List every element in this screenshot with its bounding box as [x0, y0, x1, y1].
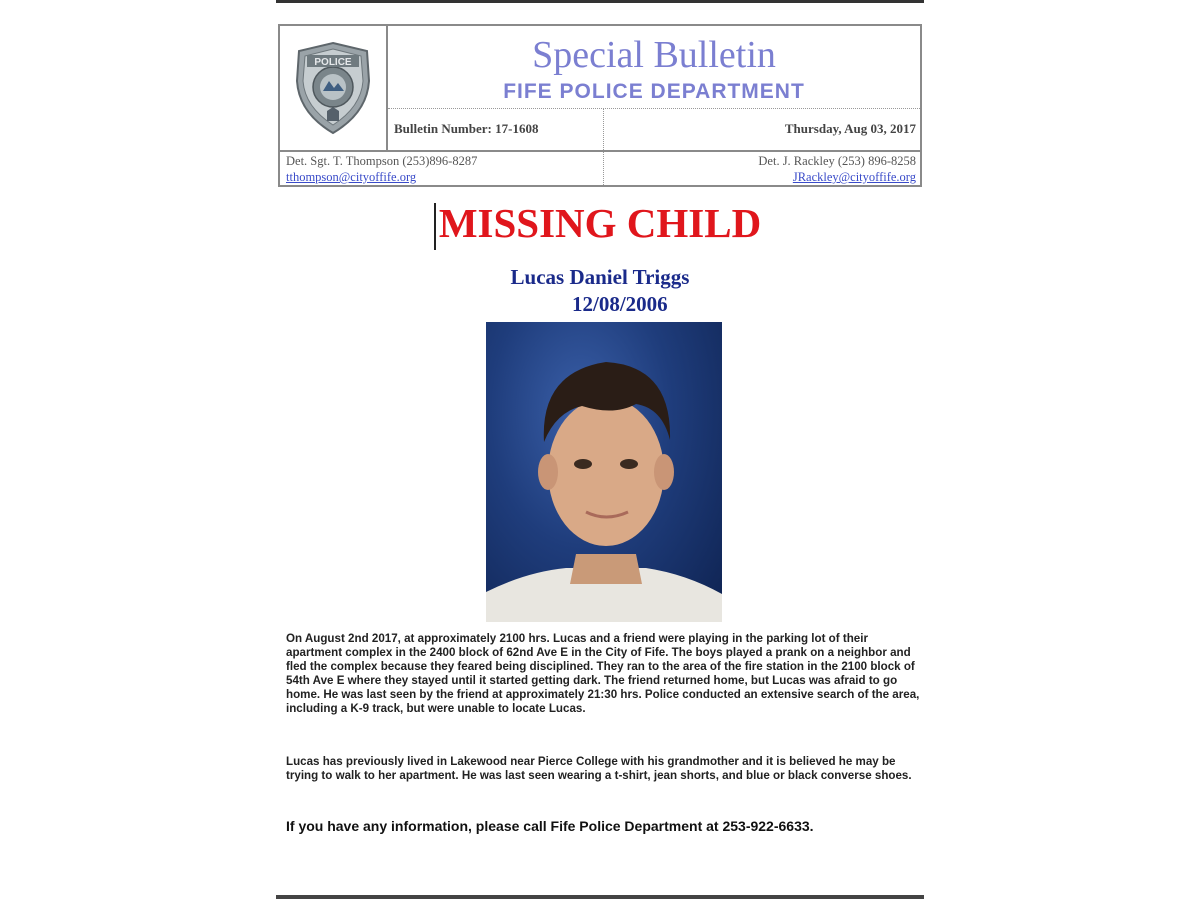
bulletin-number: Bulletin Number: 17-1608 [388, 108, 604, 150]
child-dob: 12/08/2006 [572, 292, 668, 316]
contact-thompson [280, 152, 604, 185]
badge-icon [293, 41, 373, 135]
contact-row [280, 150, 920, 185]
police-badge-logo [280, 26, 388, 150]
incident-description-paragraph-1: On August 2nd 2017, at approximately 2100 hrs. Lucas and a friend were playing in the parking lot of their apartment complex in the 2400 block of 62nd Ave E in the City of Fife. The boys played a prank on a neighbor and fled the complex because they feared being disciplined. They ran to the area of the fire station in the 2100 block of 54th Ave E where they stayed until it started getting dark. The friend returned home, but Lucas was afraid to go home. He was last seen by the friend at approximately 21:30 hrs. Police conducted an extensive search of the area, including a K-9 track, but were unable to locate Lucas. [286, 632, 920, 715]
department-name: FIFE POLICE DEPARTMENT [503, 80, 805, 103]
contact-thompson-email-link[interactable]: tthompson@cityoffife.org [286, 170, 417, 184]
contact-rackley-name: Det. J. Rackley (253) 896-8258 [758, 154, 916, 168]
top-rule [276, 0, 924, 3]
missing-child-headline: MISSING CHILD [438, 200, 762, 246]
bulletin-info-row [388, 108, 920, 150]
svg-text:POLICE: POLICE [314, 57, 352, 68]
child-name: Lucas Daniel Triggs [510, 265, 690, 289]
bulletin-header [278, 24, 922, 187]
bottom-rule [276, 895, 924, 899]
child-photo [486, 322, 722, 622]
incident-description-paragraph-2: Lucas has previously lived in Lakewood near Pierce College with his grandmother and it is believed he may be trying to walk to her apartment. He was last seen wearing a t-shirt, jean shorts, and blue or black converse shoes. [286, 755, 912, 782]
contact-rackley-email-link[interactable]: JRackley@cityoffife.org [792, 170, 916, 184]
title-area [388, 26, 920, 109]
bulletin-title: Special Bulletin [532, 34, 776, 76]
bulletin-date: Thursday, Aug 03, 2017 [784, 121, 916, 136]
contact-rackley [604, 152, 920, 186]
child-portrait-illustration [486, 322, 722, 622]
call-to-action: If you have any information, please call Fife Police Department at 253-922-6633. [286, 818, 814, 834]
contact-thompson-name: Det. Sgt. T. Thompson (253)896-8287 [286, 154, 478, 168]
